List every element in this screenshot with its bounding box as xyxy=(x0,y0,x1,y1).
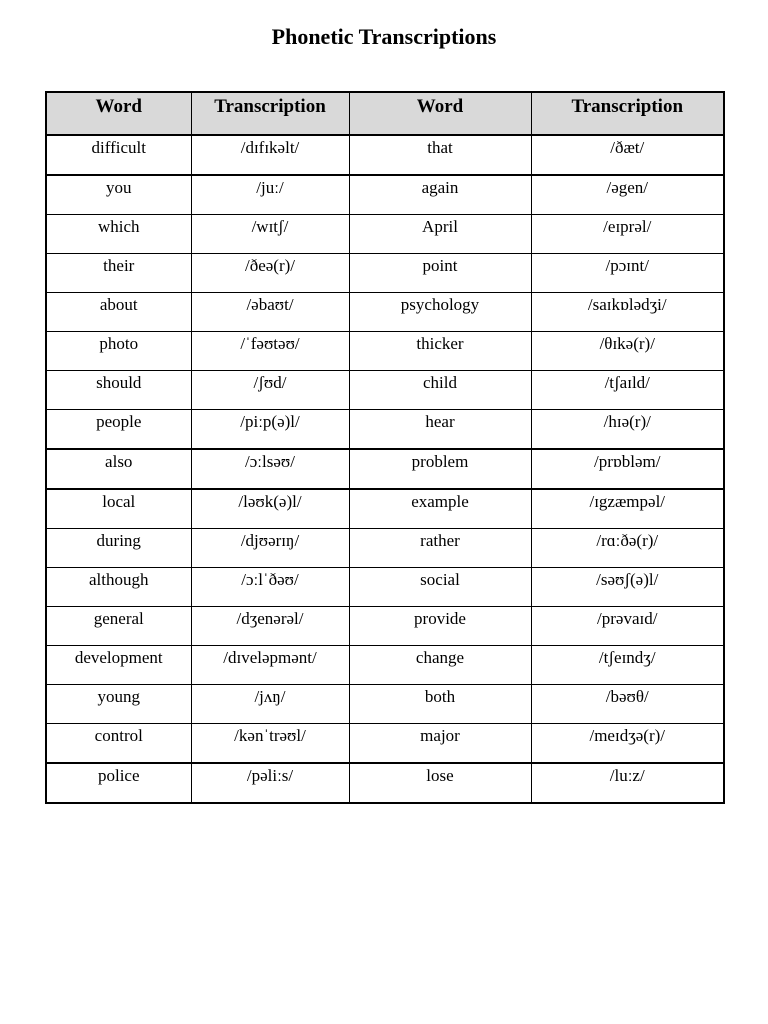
cell-transcription-left: /juː/ xyxy=(191,175,349,215)
page-title: Phonetic Transcriptions xyxy=(271,24,497,49)
cell-transcription-left: /pəliːs/ xyxy=(191,763,349,803)
cell-word-right: provide xyxy=(349,607,531,646)
cell-transcription-right: /bəʊθ/ xyxy=(531,685,724,724)
cell-word-left: about xyxy=(46,293,191,332)
cell-word-left: although xyxy=(46,568,191,607)
header-word-2: Word xyxy=(349,92,531,135)
cell-word-left: general xyxy=(46,607,191,646)
table-row xyxy=(46,763,724,803)
cell-transcription-right: /meɪdʒə(r)/ xyxy=(531,724,724,764)
cell-transcription-left: /dɪfɪkəlt/ xyxy=(191,135,349,175)
cell-word-left: control xyxy=(46,724,191,764)
header-transcription-1: Transcription xyxy=(191,92,349,135)
cell-transcription-left: /piːp(ə)l/ xyxy=(191,410,349,450)
cell-word-left: you xyxy=(46,175,191,215)
cell-transcription-right: /əgen/ xyxy=(531,175,724,215)
cell-word-left: their xyxy=(46,254,191,293)
transcription-table-container xyxy=(45,91,723,804)
cell-transcription-right: /prəvaɪd/ xyxy=(531,607,724,646)
cell-transcription-left: /wɪtʃ/ xyxy=(191,215,349,254)
cell-transcription-right: /saɪkɒlədʒi/ xyxy=(531,293,724,332)
cell-word-left: also xyxy=(46,449,191,489)
cell-transcription-right: /luːz/ xyxy=(531,763,724,803)
cell-transcription-right: /hɪə(r)/ xyxy=(531,410,724,450)
table-row xyxy=(46,135,724,175)
cell-word-left: local xyxy=(46,489,191,529)
table-row xyxy=(46,371,724,410)
table-row xyxy=(46,607,724,646)
cell-word-right: example xyxy=(349,489,531,529)
cell-word-right: hear xyxy=(349,410,531,450)
cell-transcription-left: /ɔːlsəʊ/ xyxy=(191,449,349,489)
cell-word-right: that xyxy=(349,135,531,175)
cell-word-left: police xyxy=(46,763,191,803)
cell-transcription-right: /θɪkə(r)/ xyxy=(531,332,724,371)
cell-word-left: young xyxy=(46,685,191,724)
cell-transcription-right: /eɪprəl/ xyxy=(531,215,724,254)
cell-word-right: child xyxy=(349,371,531,410)
cell-transcription-left: /kənˈtrəʊl/ xyxy=(191,724,349,764)
cell-word-right: thicker xyxy=(349,332,531,371)
cell-word-left: should xyxy=(46,371,191,410)
cell-transcription-right: /tʃaɪld/ xyxy=(531,371,724,410)
transcription-table xyxy=(45,91,725,804)
table-row xyxy=(46,489,724,529)
table-row xyxy=(46,685,724,724)
cell-word-right: rather xyxy=(349,529,531,568)
table-row xyxy=(46,568,724,607)
cell-word-left: which xyxy=(46,215,191,254)
cell-transcription-right: /pɔɪnt/ xyxy=(531,254,724,293)
cell-transcription-left: /əbaʊt/ xyxy=(191,293,349,332)
cell-word-right: social xyxy=(349,568,531,607)
cell-word-right: major xyxy=(349,724,531,764)
cell-transcription-left: /jʌŋ/ xyxy=(191,685,349,724)
cell-transcription-left: /dɪveləpmənt/ xyxy=(191,646,349,685)
cell-transcription-right: /prɒbləm/ xyxy=(531,449,724,489)
cell-transcription-left: /dʒenərəl/ xyxy=(191,607,349,646)
cell-transcription-left: /ˈfəʊtəʊ/ xyxy=(191,332,349,371)
cell-word-left: photo xyxy=(46,332,191,371)
table-row xyxy=(46,449,724,489)
cell-transcription-left: /ləʊk(ə)l/ xyxy=(191,489,349,529)
cell-word-left: people xyxy=(46,410,191,450)
cell-word-left: during xyxy=(46,529,191,568)
cell-word-left: development xyxy=(46,646,191,685)
cell-transcription-left: /ʃʊd/ xyxy=(191,371,349,410)
cell-word-right: point xyxy=(349,254,531,293)
header-word-1: Word xyxy=(46,92,191,135)
cell-word-right: April xyxy=(349,215,531,254)
cell-word-right: psychology xyxy=(349,293,531,332)
table-row xyxy=(46,215,724,254)
cell-word-right: lose xyxy=(349,763,531,803)
cell-transcription-right: /ɪgzæmpəl/ xyxy=(531,489,724,529)
table-header-row xyxy=(46,92,724,135)
cell-transcription-right: /səʊʃ(ə)l/ xyxy=(531,568,724,607)
table-body xyxy=(46,135,724,803)
cell-transcription-left: /djʊərɪŋ/ xyxy=(191,529,349,568)
header-transcription-2: Transcription xyxy=(531,92,724,135)
cell-word-right: problem xyxy=(349,449,531,489)
cell-word-right: change xyxy=(349,646,531,685)
cell-transcription-left: /ɔːlˈðəʊ/ xyxy=(191,568,349,607)
table-row xyxy=(46,293,724,332)
cell-transcription-left: /ðeə(r)/ xyxy=(191,254,349,293)
table-row xyxy=(46,410,724,450)
cell-word-right: both xyxy=(349,685,531,724)
cell-transcription-right: /ðæt/ xyxy=(531,135,724,175)
table-row xyxy=(46,175,724,215)
table-row xyxy=(46,529,724,568)
cell-transcription-right: /tʃeɪndʒ/ xyxy=(531,646,724,685)
cell-word-left: difficult xyxy=(46,135,191,175)
cell-word-right: again xyxy=(349,175,531,215)
table-row xyxy=(46,254,724,293)
cell-transcription-right: /rɑːðə(r)/ xyxy=(531,529,724,568)
table-row xyxy=(46,332,724,371)
table-row xyxy=(46,724,724,764)
table-row xyxy=(46,646,724,685)
